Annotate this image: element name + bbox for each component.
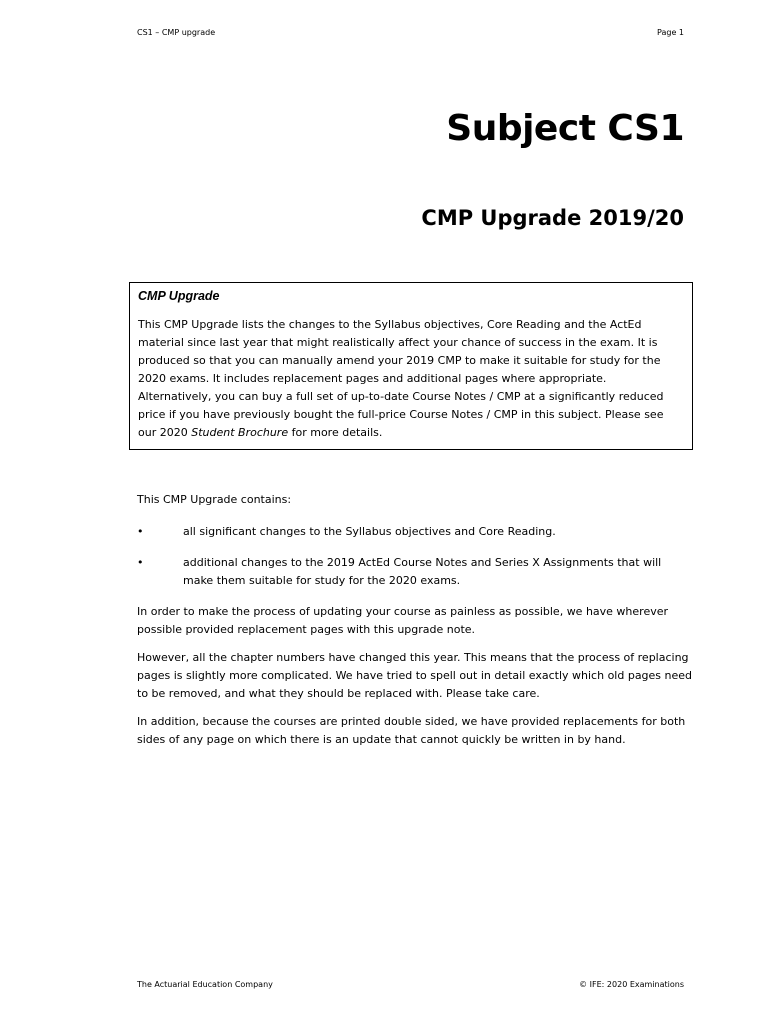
info-box-heading: CMP Upgrade: [138, 289, 220, 303]
page-number: Page 1: [657, 28, 684, 37]
footer-copyright: © IFE: 2020 Examinations: [579, 980, 684, 989]
list-item: [137, 523, 693, 541]
info-box: [129, 282, 693, 450]
info-box-text-part-2: for more details.: [288, 426, 383, 439]
contents-intro: This CMP Upgrade contains:: [137, 493, 292, 506]
running-header-title: CS1 – CMP upgrade: [137, 28, 216, 37]
contents-list: [137, 523, 693, 590]
document-subtitle: CMP Upgrade 2019/20: [421, 206, 684, 230]
student-brochure-reference: Student Brochure: [191, 426, 289, 439]
paragraph-chapter-numbers: However, all the chapter numbers have changed this year. This means that the process of replacing pages is slightly more complicated. We have tried to spell out in detail exactly which old pages need to be removed, and what they should be replaced with. Please take care.: [137, 651, 693, 700]
list-item: [137, 554, 693, 590]
info-box-text-part-1: This CMP Upgrade lists the changes to the Syllabus objectives, Core Reading and the ActEd material since last year that might realistically affect your chance of success in the exam. It is produced so that you can manually amend your 2019 CMP to make it suitable for study for the 2020 exams. It includes replacement pages and additional pages where appropriate. Alternatively, you can buy a full set of up-to-date Course Notes / CMP at a significantly reduced price if you have previously bought the full-price Course Notes / CMP in this subject. Please see our 2020: [138, 318, 664, 439]
paragraph-double-sided: In addition, because the courses are printed double sided, we have provided replacements for both sides of any page on which there is an update that cannot quickly be written in by hand.: [137, 715, 686, 746]
footer-company: The Actuarial Education Company: [137, 980, 273, 989]
list-item-text: additional changes to the 2019 ActEd Course Notes and Series X Assignments that will make them suitable for study for the 2020 exams.: [183, 556, 662, 587]
bullet-icon: •: [137, 525, 144, 538]
body-content: [137, 491, 693, 759]
document-title: Subject CS1: [446, 108, 684, 149]
list-item-text: all significant changes to the Syllabus objectives and Core Reading.: [183, 525, 556, 538]
info-box-text: [138, 316, 682, 442]
paragraph-replacement-pages: In order to make the process of updating your course as painless as possible, we have wherever possible provided replacement pages with this upgrade note.: [137, 605, 669, 636]
bullet-icon: •: [137, 556, 144, 569]
